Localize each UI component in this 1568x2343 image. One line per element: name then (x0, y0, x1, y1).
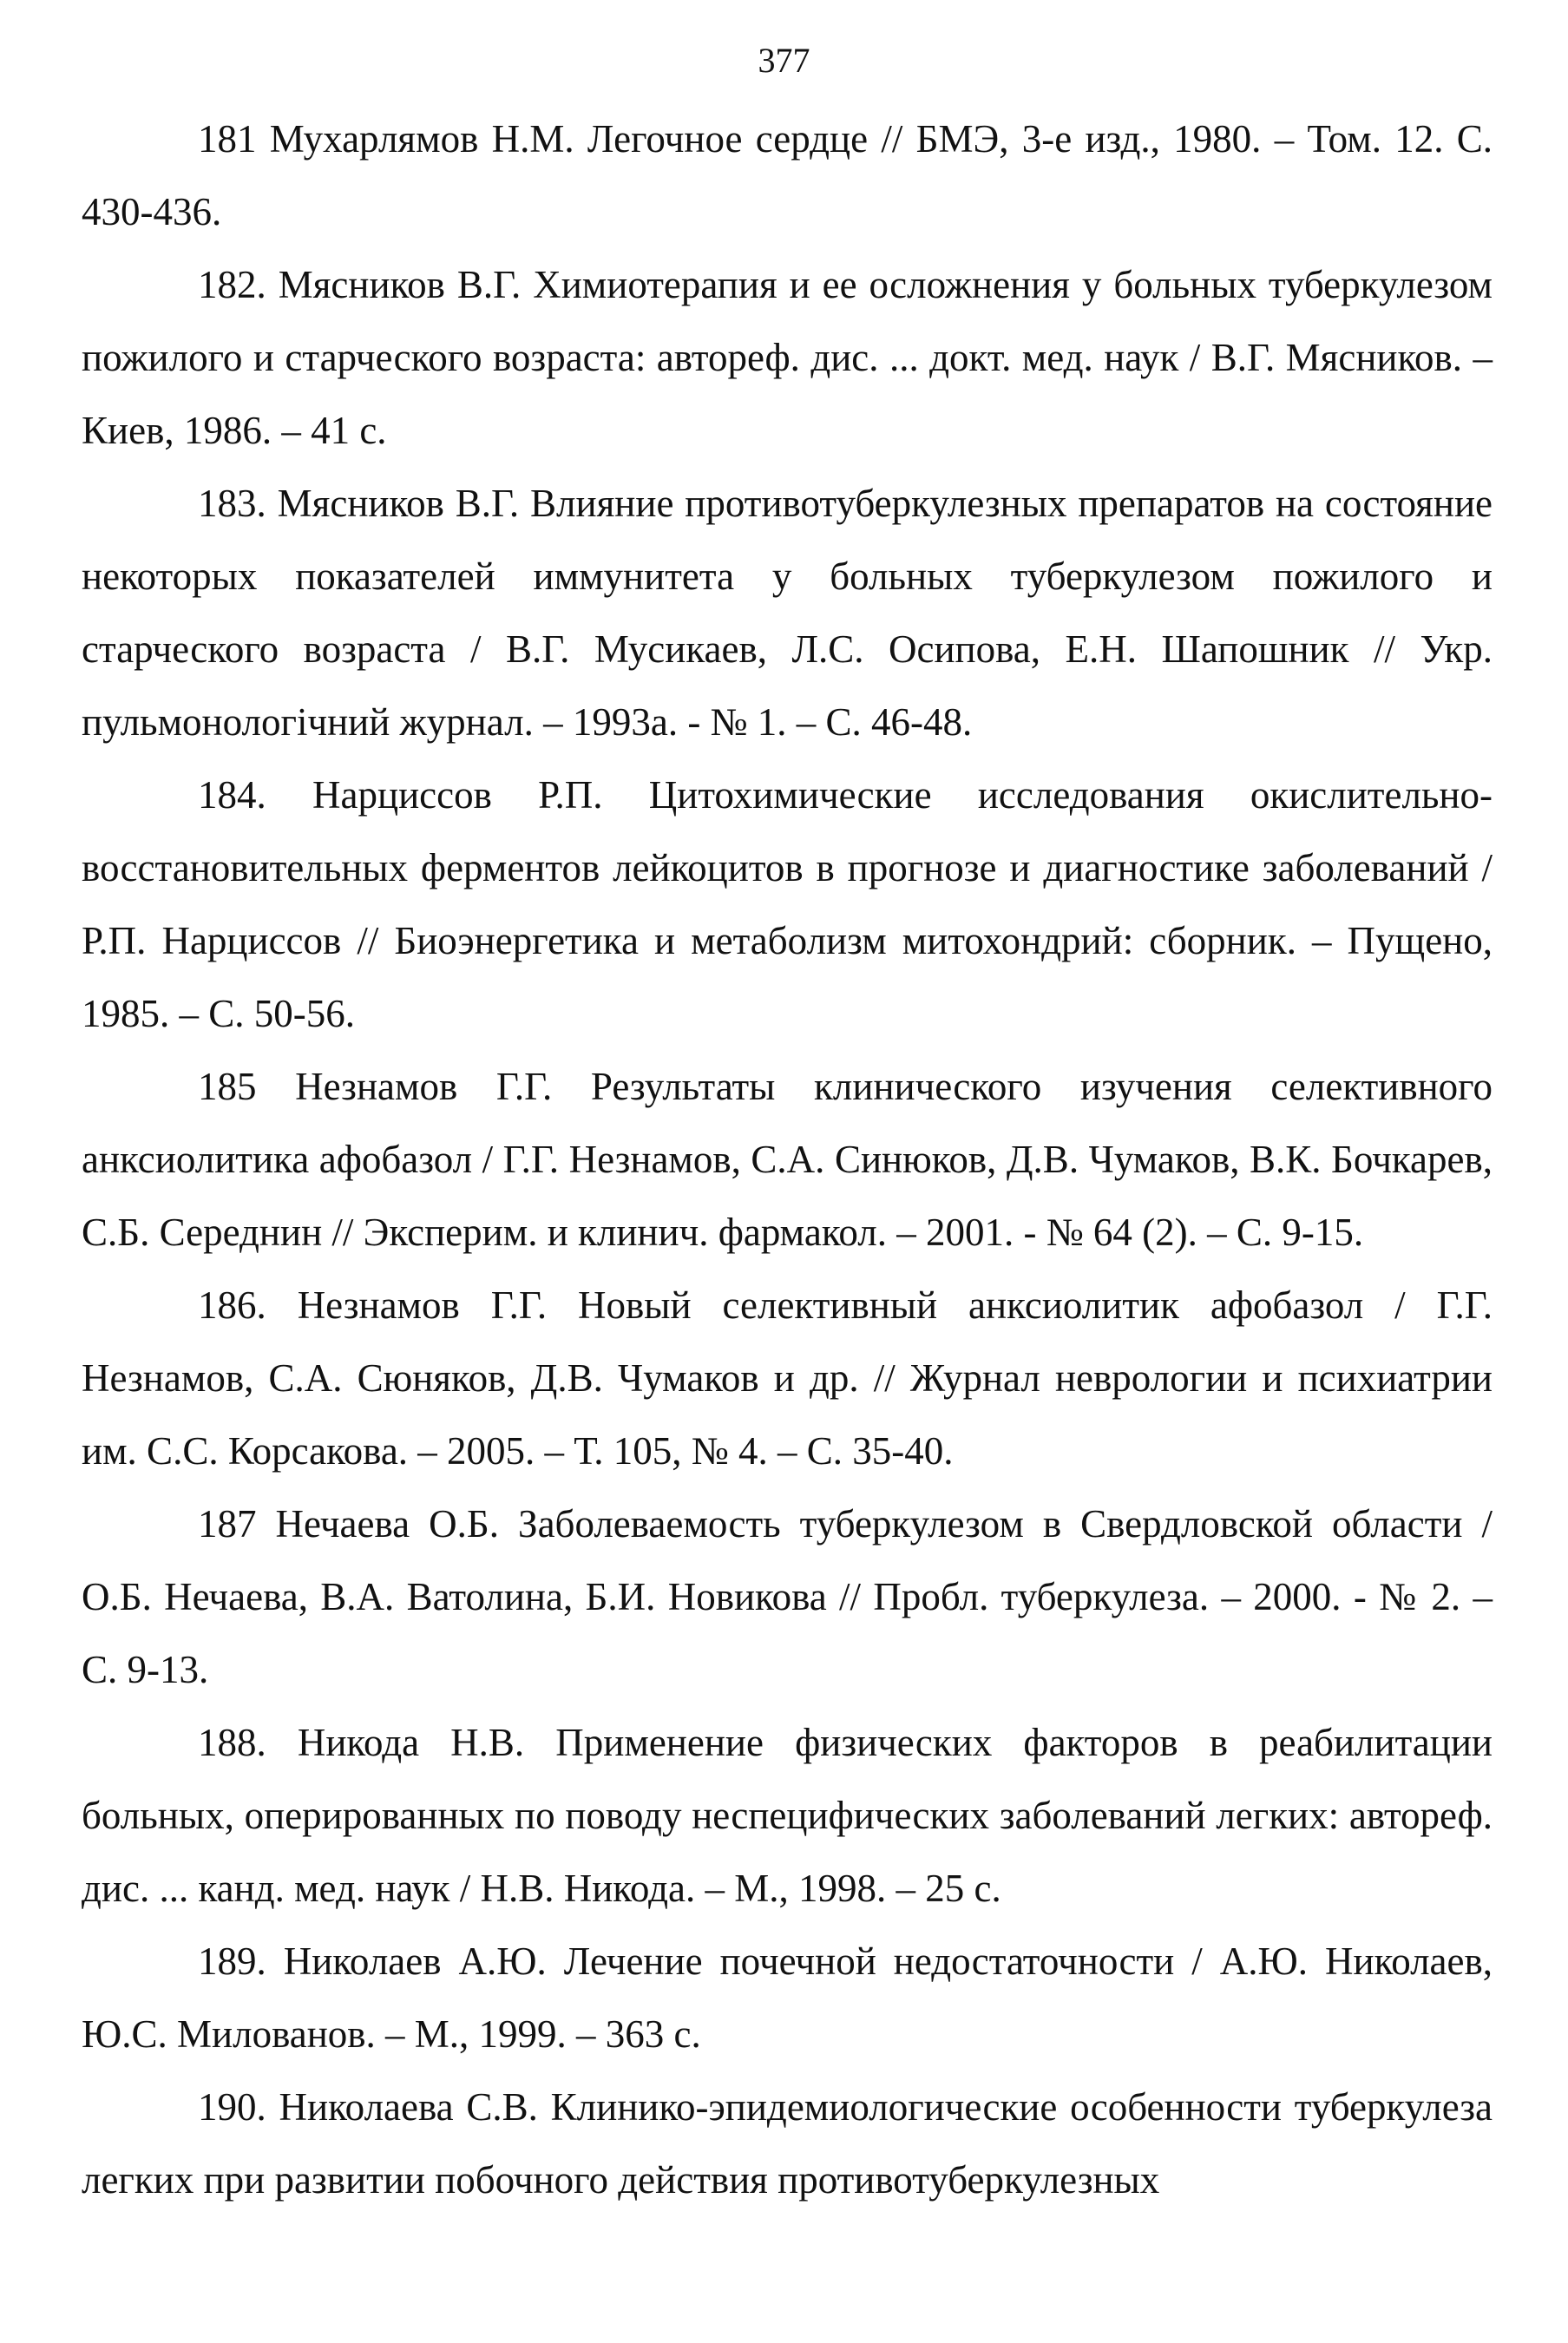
reference-text: Никода Н.В. Применение физических факторов в реабилитации больных, оперированных по поводу неспецифических заболеваний легких: автореф. дис. ... канд. мед. наук / Н.В. Никода. – М., 1998. – 25 с. (82, 1721, 1493, 1910)
reference-item (82, 1269, 1493, 1487)
reference-text: Незнамов Г.Г. Результаты клинического изучения селективного анксиолитика афобазол / Г.Г. Незнамов, С.А. Синюков, Д.В. Чумаков, В.К. Бочкарев, С.Б. Середнин // Эксперим. и клинич. фармакол. – 2001. - № 64 (2). – С. 9-15. (82, 1065, 1493, 1254)
reference-number: 186. (198, 1283, 266, 1327)
reference-item (82, 1487, 1493, 1706)
reference-number: 184. (198, 773, 266, 817)
reference-text: Незнамов Г.Г. Новый селективный анксиолитик афобазол / Г.Г. Незнамов, С.А. Сюняков, Д.В. Чумаков и др. // Журнал неврологии и психиатрии им. С.С. Корсакова. – 2005. – Т. 105, № 4. – С. 35-40. (82, 1283, 1493, 1473)
reference-text: Мухарлямов Н.М. Легочное сердце // БМЭ, 3-е изд., 1980. – Том. 12. С. 430-436. (82, 117, 1493, 233)
reference-item (82, 1925, 1493, 2071)
reference-text: Мясников В.Г. Химиотерапия и ее осложнения у больных туберкулезом пожилого и старческого возраста: автореф. дис. ... докт. мед. наук / В.Г. Мясников. – Киев, 1986. – 41 с. (82, 263, 1493, 452)
reference-number: 187 (198, 1502, 257, 1546)
reference-item (82, 2071, 1493, 2216)
reference-item (82, 1050, 1493, 1269)
reference-text: Николаев А.Ю. Лечение почечной недостаточности / А.Ю. Николаев, Ю.С. Милованов. – М., 1999. – 363 с. (82, 1939, 1493, 2056)
reference-text: Нечаева О.Б. Заболеваемость туберкулезом в Свердловской области / О.Б. Нечаева, В.А. Ватолина, Б.И. Новикова // Пробл. туберкулеза. – 2000. - № 2. – С. 9-13. (82, 1502, 1493, 1691)
reference-number: 185 (198, 1065, 257, 1108)
reference-number: 189. (198, 1939, 266, 1983)
page-number: 377 (758, 41, 810, 80)
reference-item (82, 467, 1493, 758)
reference-text: Нарциссов Р.П. Цитохимические исследования окислительно-восстановительных ферментов лейкоцитов в прогнозе и диагностике заболеваний / Р.П. Нарциссов // Биоэнергетика и метаболизм митохондрий: сборник. – Пущено, 1985. – С. 50-56. (82, 773, 1493, 1035)
reference-text: Николаева С.В. Клинико-эпидемиологические особенности туберкулеза легких при развитии побочного действия противотуберкулезных (82, 2085, 1493, 2202)
reference-item (82, 1706, 1493, 1925)
reference-number: 181 (198, 117, 257, 161)
reference-number: 188. (198, 1721, 266, 1764)
reference-number: 190. (198, 2085, 266, 2129)
reference-list (82, 102, 1493, 2216)
reference-item (82, 102, 1493, 248)
reference-number: 182. (198, 263, 266, 306)
reference-item (82, 248, 1493, 467)
reference-number: 183. (198, 482, 266, 525)
reference-item (82, 758, 1493, 1050)
reference-text: Мясников В.Г. Влияние противотуберкулезных препаратов на состояние некоторых показателей иммунитета у больных туберкулезом пожилого и старческого возраста / В.Г. Мусикаев, Л.С. Осипова, Е.Н. Шапошник // Укр. пульмонологічний журнал. – 1993а. - № 1. – С. 46-48. (82, 482, 1493, 744)
